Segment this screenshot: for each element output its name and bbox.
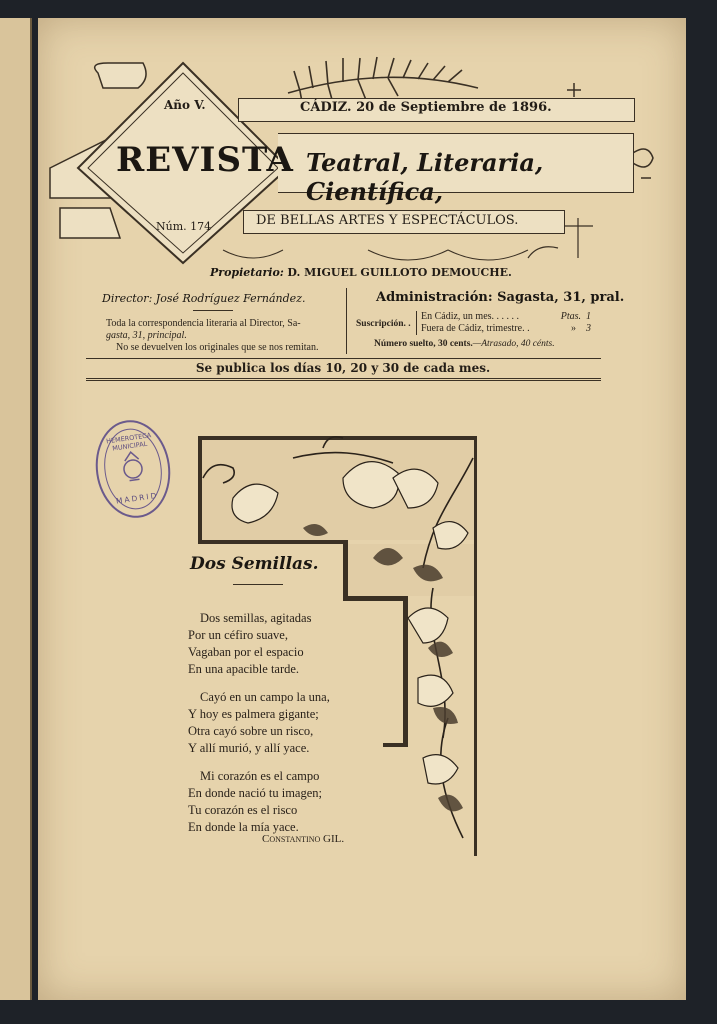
owner-name: D. MIGUEL GUILLOTO DEMOUCHE.: [287, 266, 512, 279]
sub-outside: Fuera de Cádiz, trimestre. .: [421, 323, 530, 334]
poem-stanza-3: [188, 768, 388, 836]
correspondence-note: [106, 318, 346, 354]
poem-line: Cayó en un campo la una,: [200, 690, 330, 704]
director-line: [102, 292, 305, 305]
director-label: Director:: [102, 292, 153, 305]
short-divider: [193, 310, 233, 311]
poem-line: Y allí murió, y allí yace.: [188, 741, 310, 755]
back-issue-price: —Atrasado, 40 cénts.: [472, 339, 555, 349]
newspaper-page: [38, 18, 686, 1000]
divider-top: [86, 358, 601, 359]
poem-body: [188, 610, 388, 836]
stamp-text-bottom: MADRID: [115, 490, 159, 506]
sub-outside-ditto: »: [571, 323, 576, 334]
publication-days: Se publica los días 10, 20 y 30 de cada mes.: [195, 361, 491, 375]
poem-line: En donde la mía yace.: [188, 820, 299, 834]
poem-stanza-1: [188, 610, 388, 678]
administration-line: Administración: Sagasta, 31, pral.: [376, 290, 625, 305]
author-first-name: Constantino: [262, 833, 321, 845]
sub-cadiz-price: 1: [586, 311, 591, 322]
correspondence-line-1: Toda la correspondencia literaria al Director, Sa-: [106, 318, 301, 329]
owner-line: [210, 266, 512, 279]
poem-line: Tu corazón es el risco: [188, 803, 298, 817]
subscription-label: Suscripción. .: [356, 319, 411, 329]
divider-bottom: [86, 378, 601, 379]
issue-number: Núm. 174: [156, 220, 212, 233]
correspondence-line-2: gasta, 31, principal.: [106, 330, 187, 341]
author-last-name: GIL.: [323, 833, 345, 845]
masthead-subtitle2: DE BELLAS ARTES Y ESPECTÁCULOS.: [256, 213, 519, 228]
sub-outside-price: 3: [586, 323, 591, 334]
masthead-title: REVISTA: [116, 140, 294, 180]
stamp-text-top: HEMEROTECA MUNICIPAL: [105, 431, 152, 453]
library-stamp: [90, 415, 177, 522]
sub-cadiz: En Cádiz, un mes. . . . . .: [421, 311, 520, 322]
single-issue-line: [374, 338, 555, 350]
poem-line: Vagaban por el espacio: [188, 645, 304, 659]
poem-author: [262, 833, 344, 845]
poem-line: Otra cayó sobre un risco,: [188, 724, 314, 738]
poem-line: Mi corazón es el campo: [200, 769, 320, 783]
poem-stanza-2: [188, 689, 388, 757]
poem-title: Dos Semillas.: [190, 554, 319, 574]
poem-line: En una apacible tarde.: [188, 662, 300, 676]
owner-label: Propietario:: [210, 266, 284, 279]
masthead-subtitle: Teatral, Literaria, Científica,: [306, 148, 544, 206]
director-name: José Rodríguez Fernández.: [155, 292, 306, 305]
sub-cadiz-unit: Ptas.: [560, 311, 581, 322]
column-divider: [346, 288, 347, 354]
subscription-prices: [416, 311, 591, 335]
facing-page-edge: [0, 18, 32, 1000]
poem-line: Por un céfiro suave,: [188, 628, 288, 642]
single-issue-price: Número suelto, 30 cents.: [374, 339, 473, 349]
poem-title-underline: [233, 584, 283, 585]
poem-line: Dos semillas, agitadas: [200, 611, 312, 625]
poem-line: Y hoy es palmera gigante;: [188, 707, 319, 721]
date-line: CÁDIZ. 20 de Septiembre de 1896.: [300, 100, 552, 115]
year-label: Año V.: [164, 98, 206, 112]
poem-line: En donde nació tu imagen;: [188, 786, 322, 800]
divider-bottom-double: [86, 380, 601, 381]
correspondence-line-3: No se devuelven los originales que se nos remitan.: [116, 342, 319, 353]
